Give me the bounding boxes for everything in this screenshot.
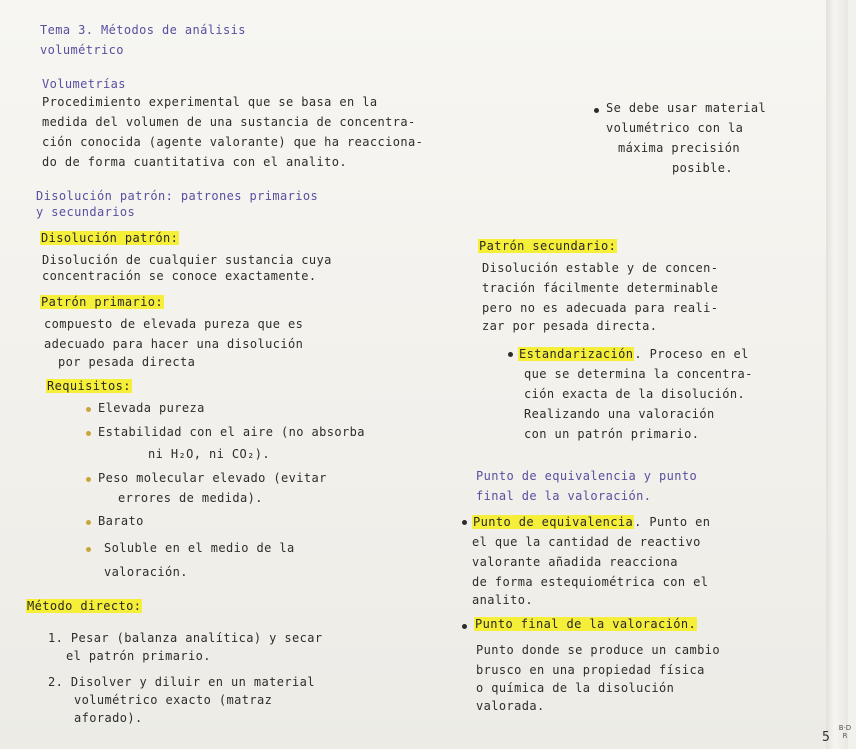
patron-secundario-text: zar por pesada directa.	[482, 319, 658, 333]
metodo-step: el patrón primario.	[66, 649, 211, 663]
section-heading-patrones: Disolución patrón: patrones primarios	[36, 189, 319, 203]
page-title: Tema 3. Métodos de análisis	[40, 23, 246, 37]
requisito-item: Soluble en el medio de la	[104, 541, 295, 555]
highlight: Disolución patrón:	[41, 231, 179, 245]
highlight: Método directo:	[27, 599, 142, 613]
section-heading-punto: final de la valoración.	[476, 489, 652, 503]
list-bullet	[462, 520, 467, 525]
page-title-line2: volumétrico	[40, 43, 124, 57]
metodo-step: volumétrico exacto (matraz	[74, 693, 273, 707]
patron-primario-text: adecuado para hacer una disolución	[44, 337, 304, 351]
metodo-step: 2. Disolver y diluir en un material	[48, 675, 315, 689]
heading-patron-primario	[40, 292, 164, 312]
requisito-item: Estabilidad con el aire (no absorba	[98, 425, 365, 439]
highlight: Punto de equivalencia	[473, 515, 634, 529]
punto-final-text: o química de la disolución	[476, 681, 675, 695]
requisito-item: Barato	[98, 514, 144, 528]
next-page-edge	[826, 0, 848, 749]
requisito-item: Elevada pureza	[98, 401, 205, 415]
patron-secundario-text: tración fácilmente determinable	[482, 281, 719, 295]
punto-equivalencia-text: de forma estequiométrica con el	[472, 575, 709, 589]
highlight: Estandarización	[519, 347, 634, 361]
list-bullet	[86, 547, 91, 552]
volumetrias-text: medida del volumen de una sustancia de concentra-	[42, 115, 416, 129]
punto-equivalencia-text: el que la cantidad de reactivo	[472, 535, 701, 549]
section-heading-patrones: y secundarios	[36, 205, 136, 219]
punto-equivalencia-text	[472, 512, 710, 532]
side-note: máxima precisión	[618, 141, 740, 155]
requisito-item: errores de medida).	[118, 491, 263, 505]
punto-equivalencia-text: valorante añadida reacciona	[472, 555, 678, 569]
highlight: Patrón primario:	[41, 295, 163, 309]
disolucion-patron-text: Disolución de cualquier sustancia cuya	[42, 253, 332, 267]
heading-punto-final	[474, 614, 697, 634]
volumetrias-text: do de forma cuantitativa con el analito.	[42, 155, 347, 169]
patron-secundario-text: pero no es adecuada para reali-	[482, 301, 719, 315]
patron-primario-text: por pesada directa	[58, 355, 196, 369]
metodo-step: 1. Pesar (balanza analítica) y secar	[48, 631, 323, 645]
estandarizacion-text: ción exacta de la disolución.	[524, 387, 746, 401]
patron-secundario-text: Disolución estable y de concen-	[482, 261, 719, 275]
highlight: Requisitos:	[47, 379, 131, 393]
volumetrias-text: Procedimiento experimental que se basa en la	[42, 95, 378, 109]
estandarizacion-rest: . Proceso en el	[634, 347, 749, 361]
list-bullet	[86, 477, 91, 482]
list-bullet	[86, 407, 91, 412]
heading-disolucion-patron	[40, 228, 179, 248]
punto-final-text: brusco en una propiedad física	[476, 663, 705, 677]
edge-mark: B·D R	[838, 724, 852, 740]
punto-equivalencia-text: analito.	[472, 593, 533, 607]
estandarizacion-text: que se determina la concentra-	[524, 367, 753, 381]
page-number: 5	[822, 730, 830, 745]
section-heading-punto: Punto de equivalencia y punto	[476, 469, 698, 483]
estandarizacion-text	[518, 344, 749, 364]
punto-equivalencia-rest: . Punto en	[634, 515, 711, 529]
requisito-item: Peso molecular elevado (evitar	[98, 471, 327, 485]
heading-requisitos	[46, 376, 132, 396]
volumetrias-text: ción conocida (agente valorante) que ha reacciona-	[42, 135, 424, 149]
punto-final-text: Punto donde se produce un cambio	[476, 643, 720, 657]
metodo-step: aforado).	[74, 711, 143, 725]
estandarizacion-text: Realizando una valoración	[524, 407, 715, 421]
estandarizacion-text: con un patrón primario.	[524, 427, 700, 441]
highlight: Punto final de la valoración.	[475, 617, 697, 631]
list-bullet	[86, 520, 91, 525]
note-bullet	[594, 108, 599, 113]
side-note: volumétrico con la	[606, 121, 744, 135]
patron-primario-text: compuesto de elevada pureza que es	[44, 317, 304, 331]
side-note: posible.	[672, 161, 733, 175]
highlight: Patrón secundario:	[479, 239, 617, 253]
requisito-item: valoración.	[104, 565, 188, 579]
heading-patron-secundario	[478, 236, 617, 256]
requisito-item: ni H₂O, ni CO₂).	[148, 447, 270, 461]
punto-final-text: valorada.	[476, 699, 545, 713]
disolucion-patron-text: concentración se conoce exactamente.	[42, 269, 317, 283]
list-bullet	[86, 431, 91, 436]
list-bullet	[508, 352, 513, 357]
heading-metodo-directo	[26, 596, 142, 616]
side-note: Se debe usar material	[606, 101, 767, 115]
subtitle-volumetrias: Volumetrías	[42, 77, 126, 91]
list-bullet	[462, 624, 467, 629]
